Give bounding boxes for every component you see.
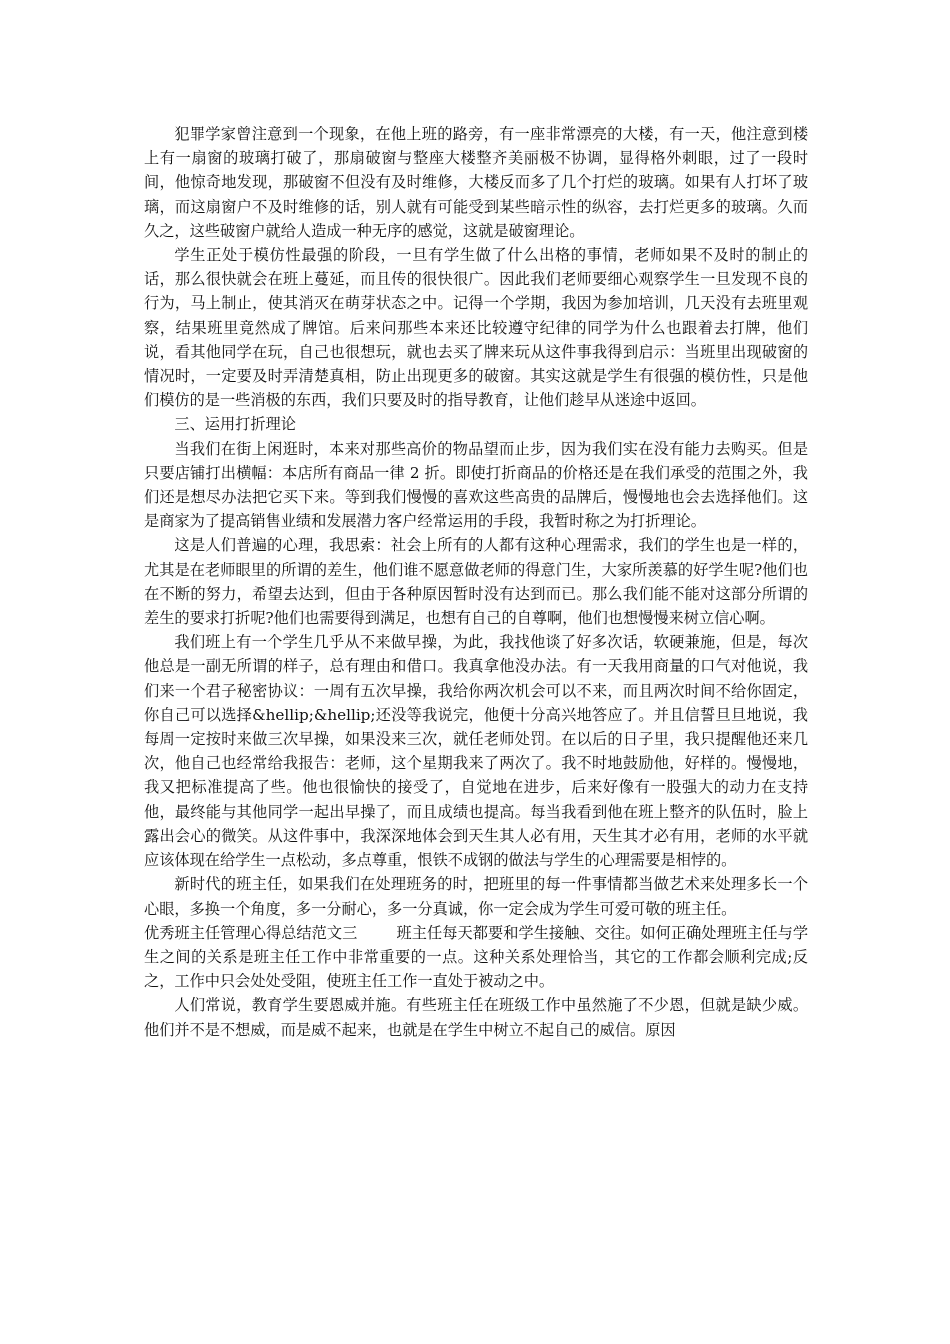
document-body bbox=[144, 122, 808, 1042]
paragraph-imitation: 学生正处于模仿性最强的阶段，一旦有学生做了什么出格的事情，老师如果不及时的制止的话，那么很快就会在班上蔓延，而且传的很快很广。因此我们老师要细心观察学生一旦发现不良的行为，马上制止，使其消灭在萌芽状态之中。记得一个学期，我因为参加培训，几天没有去班里观察，结果班里竟然成了牌馆。后来问那些本来还比较遵守纪律的同学为什么也跟着去打牌，他们说，看其他同学在玩，自己也很想玩，就也去买了牌来玩从这件事我得到启示：当班里出现破窗的情况时，一定要及时弄清楚真相，防止出现更多的破窗。其实这就是学生有很强的模仿性，只是他们模仿的是一些消极的东西，我们只要及时的指导教育，让他们趁早从迷途中返回。 bbox=[144, 246, 808, 410]
section-heading-discount-theory: 三、运用打折理论 bbox=[174, 415, 296, 434]
paragraph-new-era-teacher: 新时代的班主任，如果我们在处理班务的时，把班里的每一件事情都当做艺术来处理多长一个心眼，多换一个角度，多一分耐心，多一分真诚，你一定会成为学生可爱可敬的班主任。 bbox=[144, 875, 808, 918]
sample-three-intro: 班主任每天都要和学生接触、交往。如何正确处理班主任与学生之间的关系是班主任工作中非常重要的一点。这种关系处理恰当，其它的工作都会顺利完成;反之，工作中只会处处受阻，使班主任工作一直处于被动之中。 bbox=[144, 923, 809, 991]
paragraph-shopping-discount: 当我们在街上闲逛时，本来对那些高价的物品望而止步，因为我们实在没有能力去购买。但是只要店铺打出横幅：本店所有商品一律 2 折。即使打折商品的价格还是在我们承受的范围之外，我们还是想尽办法把它买下来。等到我们慢慢的喜欢这些高贵的品牌后，慢慢地也会去选择他们。这是商家为了提高销售业绩和发展潜力客户经常运用的手段，我暂时称之为打折理论。 bbox=[144, 439, 808, 531]
title-gap bbox=[357, 924, 396, 942]
paragraph-grace-and-authority: 人们常说，教育学生要恩威并施。有些班主任在班级工作中虽然施了不少恩，但就是缺少威。他们并不是不想威，而是威不起来，也就是在学生中树立不起自己的威信。原因 bbox=[144, 996, 808, 1039]
paragraph-broken-window-story: 犯罪学家曾注意到一个现象，在他上班的路旁，有一座非常漂亮的大楼，有一天，他注意到楼上有一扇窗的玻璃打破了，那扇破窗与整座大楼整齐美丽极不协调，显得格外刺眼，过了一段时间，他惊奇地发现，那破窗不但没有及时维修，大楼反而多了几个打烂的玻璃。如果有人打坏了玻璃，而这扇窗户不及时维修的话，别人就有可能受到某些暗示性的纵容，去打烂更多的玻璃。久而久之，这些破窗户就给人造成一种无序的感觉，这就是破窗理论。 bbox=[144, 125, 808, 240]
paragraph-sample-three bbox=[144, 921, 808, 994]
paragraph-morning-exercise-story: 我们班上有一个学生几乎从不来做早操，为此，我找他谈了好多次话，软硬兼施，但是，每次他总是一副无所谓的样子，总有理由和借口。我真拿他没办法。有一天我用商量的口气对他说，我们来一个君子秘密协议：一周有五次早操，我给你两次机会可以不来，而且两次时间不给你固定，你自己可以选择&hellip;&hellip;还没等我说完，他便十分高兴地答应了。并且信誓旦旦地说，我每周一定按时来做三次早操，如果没来三次，就任老师处罚。在以后的日子里，我只提醒他还来几次，他自己也经常给我报告：老师，这个星期我来了两次了。我不时地鼓励他，好样的。慢慢地，我又把标准提高了些。他也很愉快的接受了，自觉地在进步，后来好像有一股强大的动力在支持他，最终能与其他同学一起出早操了，而且成绩也提高。每当我看到他在班上整齐的队伍时，脸上露出会心的微笑。从这件事中，我深深地体会到天生其人必有用，天生其才必有用，老师的水平就应该体现在给学生一点松动，多点尊重，恨铁不成钢的做法与学生的心理需要是相悖的。 bbox=[144, 633, 808, 870]
paragraph-common-psychology: 这是人们普遍的心理，我思索：社会上所有的人都有这种心理需求，我们的学生也是一样的，尤其是在老师眼里的所谓的差生，他们谁不愿意做老师的得意门生，大家所羡慕的好学生呢?他们也在不断的努力，希望去达到，但由于各种原因暂时没有达到而已。那么我们能不能对这部分所谓的差生的要求打折呢?他们也需要得到满足，也想有自己的自尊啊，他们也想慢慢来树立信心啊。 bbox=[144, 536, 808, 628]
sample-three-title: 优秀班主任管理心得总结范文三 bbox=[144, 923, 358, 942]
